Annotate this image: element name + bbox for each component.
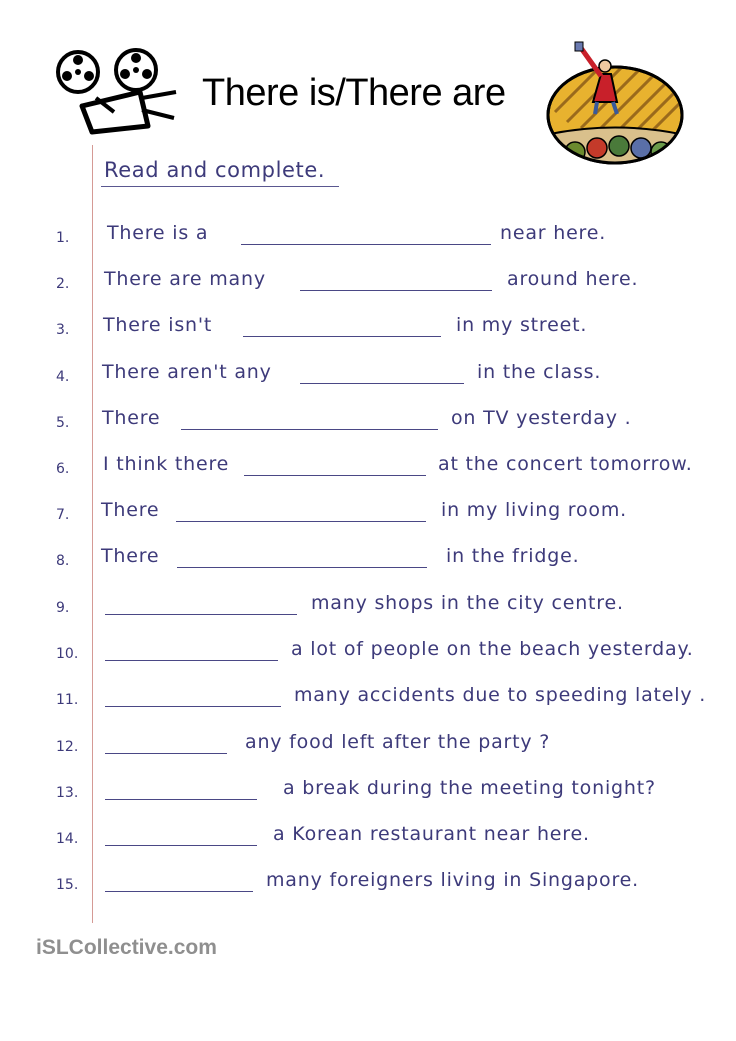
sentence-end: near here. [500,222,607,244]
answer-blank[interactable] [105,706,281,707]
exercise-item [0,268,736,302]
exercise-item [0,638,736,672]
item-number: 5. [56,415,70,431]
sentence-start: There is a [107,222,209,244]
answer-blank[interactable] [300,383,464,384]
instruction-underline [101,186,339,187]
item-number: 10. [56,646,79,662]
worksheet-header [0,0,736,150]
item-number: 4. [56,369,70,385]
sentence-end: at the concert tomorrow. [438,453,693,475]
sentence-start: There [102,407,161,429]
answer-blank[interactable] [105,845,257,846]
sentence-end: a Korean restaurant near here. [273,823,590,845]
item-number: 12. [56,739,79,755]
site-watermark: iSLCollective.com [36,936,217,959]
sentence-start: There aren't any [102,361,272,383]
sentence-end: many foreigners living in Singapore. [266,869,639,891]
sentence-end: a lot of people on the beach yesterday. [291,638,694,660]
sentence-start: There [101,545,160,567]
exercise-item [0,499,736,533]
item-number: 9. [56,600,70,616]
item-number: 7. [56,507,70,523]
exercise-item [0,222,736,256]
concert-stage-icon [545,40,685,170]
item-number: 14. [56,831,79,847]
answer-blank[interactable] [105,891,253,892]
sentence-start: There are many [104,268,266,290]
answer-blank[interactable] [244,475,426,476]
sentence-end: a break during the meeting tonight? [283,777,656,799]
exercise-item [0,453,736,487]
item-number: 11. [56,692,79,708]
answer-blank[interactable] [181,429,438,430]
answer-blank[interactable] [105,660,278,661]
sentence-end: around here. [507,268,639,290]
answer-blank[interactable] [105,614,297,615]
exercise-item [0,545,736,579]
item-number: 8. [56,553,70,569]
instruction-text: Read and complete. [104,158,326,182]
exercise-item [0,361,736,395]
answer-blank[interactable] [300,290,492,291]
answer-blank[interactable] [105,753,227,754]
exercise-item [0,592,736,626]
answer-blank[interactable] [241,244,491,245]
sentence-end: on TV yesterday . [451,407,632,429]
answer-blank[interactable] [176,521,426,522]
answer-blank[interactable] [243,336,441,337]
sentence-start: There isn't [103,314,213,336]
exercise-item [0,684,736,718]
answer-blank[interactable] [105,799,257,800]
answer-blank[interactable] [177,567,427,568]
item-number: 3. [56,322,70,338]
exercise-item [0,314,736,348]
sentence-end: many accidents due to speeding lately . [294,684,707,706]
sentence-start: I think there [103,453,230,475]
sentence-end: any food left after the party ? [245,731,551,753]
film-reels-icon [52,48,184,136]
sentence-end: in the class. [477,361,602,383]
item-number: 15. [56,877,79,893]
exercise-item [0,823,736,857]
item-number: 2. [56,276,70,292]
sentence-end: in my living room. [441,499,627,521]
sentence-end: many shops in the city centre. [311,592,624,614]
exercise-item [0,869,736,903]
item-number: 13. [56,785,79,801]
exercise-item [0,407,736,441]
sentence-start: There [101,499,160,521]
item-number: 1. [56,230,70,246]
sentence-end: in the fridge. [446,545,580,567]
item-number: 6. [56,461,70,477]
sentence-end: in my street. [456,314,588,336]
exercise-item [0,731,736,765]
exercise-item [0,777,736,811]
page-title: There is/There are [202,72,506,114]
